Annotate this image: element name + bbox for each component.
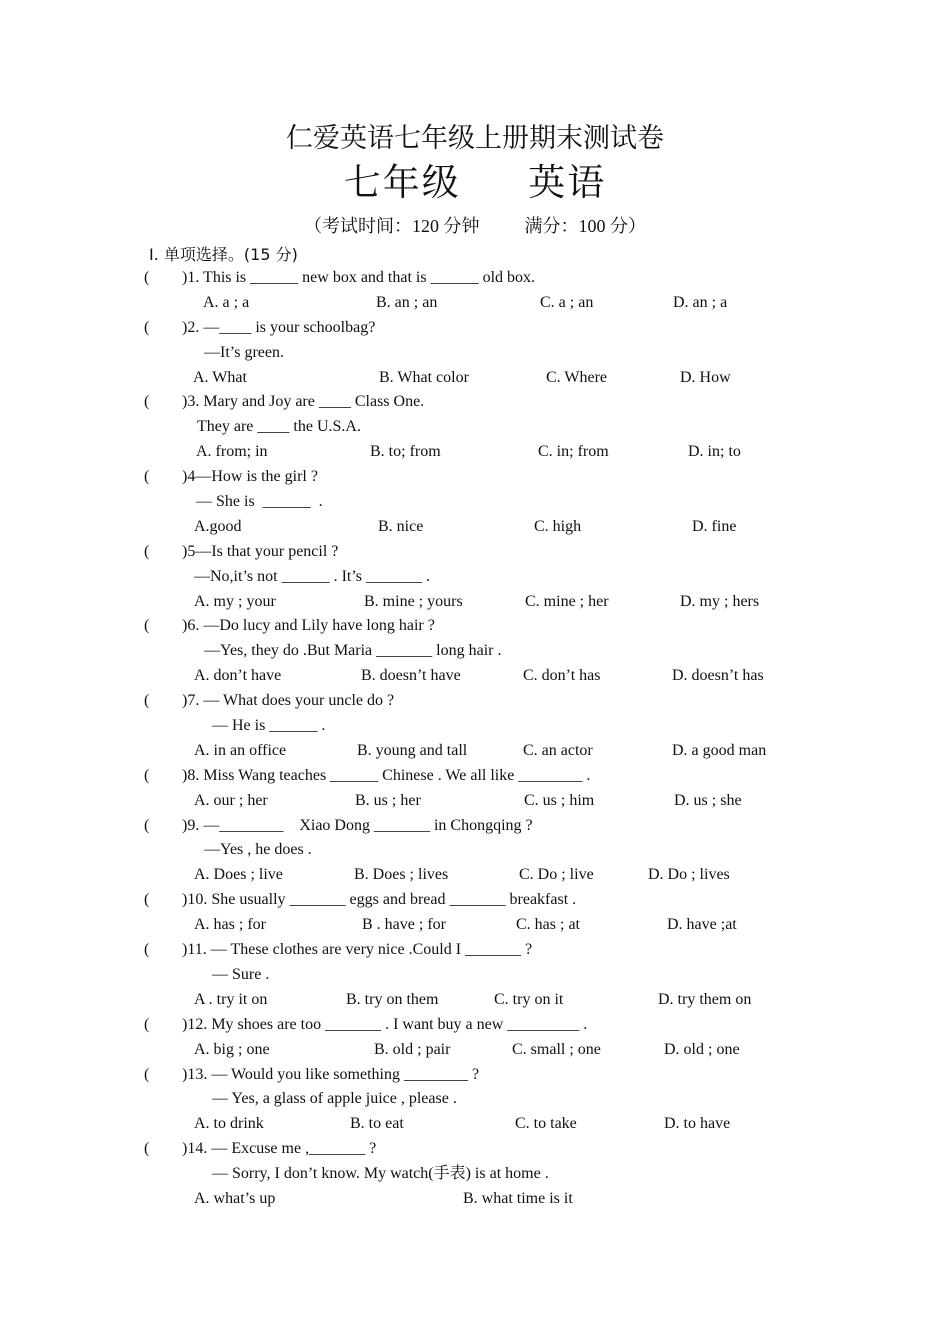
question-text: )3. Mary and Joy are ____ Class One. <box>182 393 425 411</box>
option-d: D. a good man <box>672 741 767 759</box>
option-b: B. What color <box>379 368 469 386</box>
dialogue-line <box>0 1088 950 1113</box>
option-c: C. to take <box>515 1115 577 1133</box>
option-b: B. mine ; yours <box>364 592 463 610</box>
option-c: C. us ; him <box>524 791 595 809</box>
exam-subtitle: 七年级 英语 <box>343 163 607 204</box>
dialogue-text: — Sure . <box>212 965 270 983</box>
option-d: D. How <box>680 368 731 386</box>
option-b: B . have ; for <box>362 916 446 934</box>
question-13 <box>0 1064 950 1089</box>
dialogue-line <box>0 491 950 516</box>
options-row <box>0 740 950 765</box>
options-row <box>0 914 950 939</box>
question-list <box>0 267 950 1213</box>
option-c: C. high <box>534 517 582 535</box>
dialogue-text: — He is ______ . <box>212 717 326 735</box>
option-b: B. nice <box>378 517 424 535</box>
option-a: A. from; in <box>196 443 268 461</box>
option-d: D. old ; one <box>664 1040 740 1058</box>
options-row <box>0 516 950 541</box>
question-text: )7. — What does your uncle do ? <box>182 692 395 710</box>
answer-blank: ( <box>144 269 150 286</box>
option-a: A. to drink <box>194 1115 264 1133</box>
option-d: D. have ;at <box>667 916 737 934</box>
dialogue-line <box>0 839 950 864</box>
question-6 <box>0 615 950 640</box>
option-b: B. try on them <box>346 990 439 1008</box>
exam-title: 仁爱英语七年级上册期末测试卷 <box>286 123 664 153</box>
question-text: )12. My shoes are too _______ . I want buy a new _________ . <box>182 1015 588 1033</box>
options-row <box>0 790 950 815</box>
option-a: A. what’s up <box>194 1189 276 1207</box>
dialogue-line <box>0 342 950 367</box>
option-b: B. young and tall <box>357 741 468 759</box>
answer-blank: ( <box>144 393 150 411</box>
question-8 <box>0 765 950 790</box>
answer-blank: ( <box>144 542 150 560</box>
dialogue-text: — Yes, a glass of apple juice , please . <box>212 1090 457 1108</box>
option-c: C. a ; an <box>540 293 594 311</box>
dialogue-text: They are ____ the U.S.A. <box>197 418 361 436</box>
option-b: B. what time is it <box>463 1189 573 1207</box>
question-text: )5—Is that your pencil ? <box>182 542 339 560</box>
options-row <box>0 665 950 690</box>
option-d: D. my ; hers <box>680 592 760 610</box>
option-a: A. our ; her <box>194 791 268 809</box>
option-c: C. in; from <box>538 443 609 461</box>
answer-blank: ( <box>144 1140 150 1158</box>
options-row <box>0 367 950 392</box>
dialogue-line <box>0 964 950 989</box>
answer-blank: ( <box>144 692 150 710</box>
options-row <box>0 1113 950 1138</box>
question-2 <box>0 317 950 342</box>
question-9 <box>0 815 950 840</box>
option-a: A. has ; for <box>194 916 266 934</box>
option-b: B. an ; an <box>376 293 438 311</box>
option-a: A. a ; a <box>203 293 250 311</box>
option-a: A. What <box>193 368 247 386</box>
question-5 <box>0 541 950 566</box>
exam-info: （考试时间：120 分钟 满分：100 分） <box>304 216 646 236</box>
option-c: C. mine ; her <box>525 592 609 610</box>
question-3 <box>0 391 950 416</box>
dialogue-line <box>0 566 950 591</box>
dialogue-text: —Yes, they do .But Maria _______ long hair . <box>204 642 502 660</box>
option-c: C. don’t has <box>523 667 601 685</box>
option-b: B. us ; her <box>355 791 421 809</box>
dialogue-line <box>0 640 950 665</box>
option-a: A. Does ; live <box>194 866 283 884</box>
answer-blank: ( <box>144 617 150 635</box>
option-a: A.good <box>194 517 242 535</box>
option-d: D. fine <box>692 517 737 535</box>
answer-blank: ( <box>144 318 150 336</box>
question-text: )2. —____ is your schoolbag? <box>182 318 376 336</box>
question-text: )13. — Would you like something ________ ? <box>182 1065 480 1083</box>
answer-blank: ( <box>144 941 150 959</box>
options-row <box>0 1188 950 1213</box>
options-row <box>0 864 950 889</box>
option-c: C. an actor <box>523 741 593 759</box>
option-b: B. to; from <box>370 443 441 461</box>
dialogue-line <box>0 715 950 740</box>
option-b: B. to eat <box>350 1115 404 1133</box>
dialogue-line <box>0 416 950 441</box>
option-c: C. Where <box>546 368 608 386</box>
options-row <box>0 441 950 466</box>
question-text: )1. This is ______ new box and that is ______ old box. <box>182 269 536 286</box>
dialogue-line <box>0 1163 950 1188</box>
dialogue-text: —Yes , he does . <box>204 841 312 859</box>
option-d: D. doesn’t has <box>672 667 764 685</box>
section-heading: Ⅰ. 单项选择。(15 分) <box>149 245 298 264</box>
option-b: B. Does ; lives <box>354 866 449 884</box>
question-text: )9. —________ Xiao Dong _______ in Chongqing ? <box>182 816 533 834</box>
answer-blank: ( <box>144 816 150 834</box>
options-row <box>0 292 950 317</box>
option-a: A . try it on <box>194 990 268 1008</box>
answer-blank: ( <box>144 891 150 909</box>
options-row <box>0 989 950 1014</box>
question-4 <box>0 466 950 491</box>
dialogue-text: —No,it’s not ______ . It’s _______ . <box>194 567 431 585</box>
option-c: C. small ; one <box>512 1040 601 1058</box>
question-7 <box>0 690 950 715</box>
question-11 <box>0 939 950 964</box>
question-text: )6. —Do lucy and Lily have long hair ? <box>182 617 435 635</box>
dialogue-text: — Sorry, I don’t know. My watch(手表) is at home . <box>212 1165 549 1183</box>
question-10 <box>0 889 950 914</box>
option-d: D. Do ; lives <box>648 866 730 884</box>
option-b: B. doesn’t have <box>361 667 461 685</box>
answer-blank: ( <box>144 1065 150 1083</box>
option-c: C. try on it <box>494 990 564 1008</box>
question-text: )4—How is the girl ? <box>182 468 318 486</box>
option-b: B. old ; pair <box>374 1040 451 1058</box>
answer-blank: ( <box>144 1015 150 1033</box>
option-d: D. in; to <box>688 443 741 461</box>
question-text: )14. — Excuse me ,_______ ? <box>182 1140 377 1158</box>
question-1 <box>0 267 950 292</box>
question-text: )10. She usually _______ eggs and bread _______ breakfast . <box>182 891 577 909</box>
option-a: A. in an office <box>194 741 287 759</box>
question-14 <box>0 1138 950 1163</box>
question-text: )11. — These clothes are very nice .Could I _______ ? <box>182 941 533 959</box>
answer-blank: ( <box>144 468 150 486</box>
option-c: C. Do ; live <box>519 866 594 884</box>
option-a: A. don’t have <box>194 667 282 685</box>
answer-blank: ( <box>144 766 150 784</box>
question-text: )8. Miss Wang teaches ______ Chinese . We all like ________ . <box>182 766 591 784</box>
option-d: D. try them on <box>658 990 752 1008</box>
option-d: D. us ; she <box>674 791 742 809</box>
dialogue-text: — She is ______ . <box>196 493 323 511</box>
option-a: A. my ; your <box>194 592 276 610</box>
question-12 <box>0 1014 950 1039</box>
option-d: D. an ; a <box>673 293 728 311</box>
option-c: C. has ; at <box>516 916 580 934</box>
option-a: A. big ; one <box>194 1040 270 1058</box>
option-d: D. to have <box>664 1115 731 1133</box>
options-row <box>0 1039 950 1064</box>
dialogue-text: —It’s green. <box>204 343 284 361</box>
options-row <box>0 591 950 616</box>
